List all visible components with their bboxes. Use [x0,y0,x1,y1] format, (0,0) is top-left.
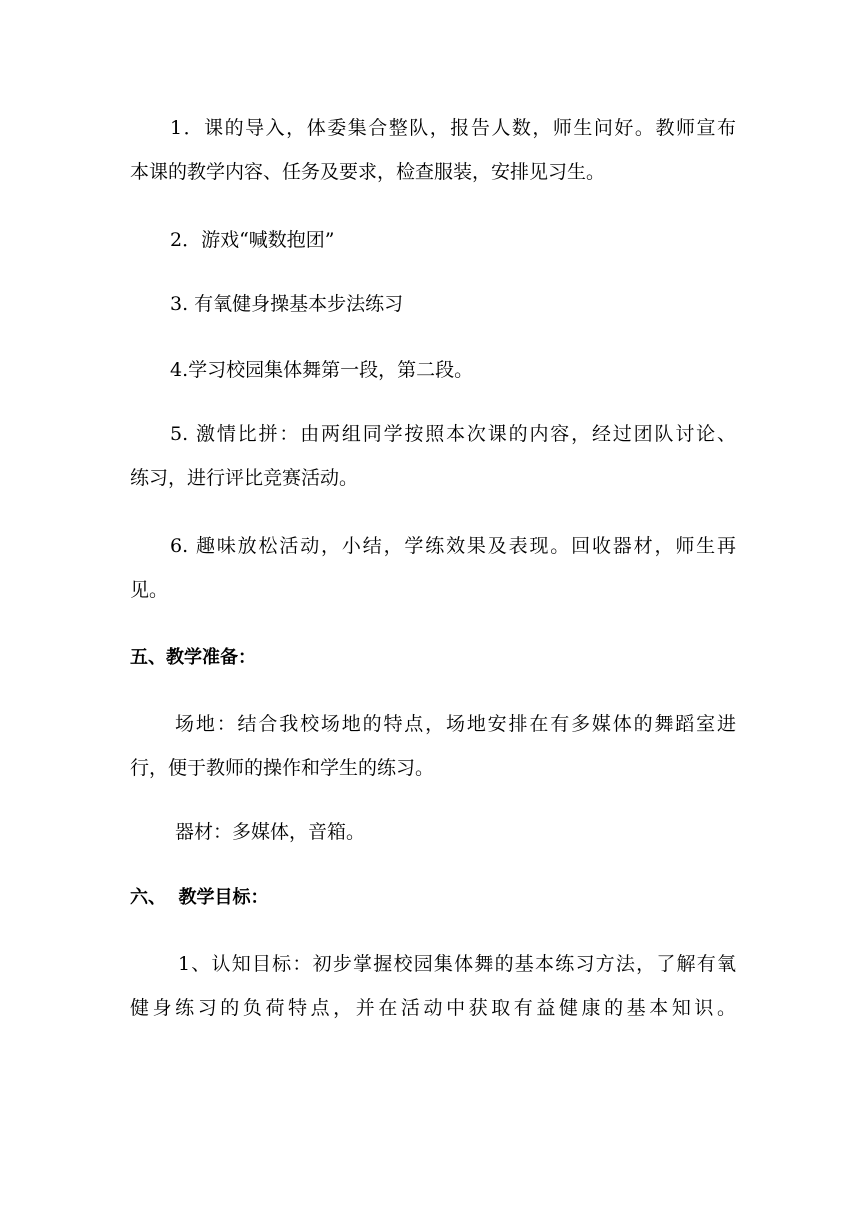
item-1-line-1: 1．课的导入，体委集合整队，报告人数，师生问好。教师宣布 [170,117,736,139]
equipment-line: 器材：多媒体，音箱。 [175,821,366,843]
section-6-heading: 六、 教学目标： [130,887,269,908]
item-6-line-2: 见。 [130,579,169,601]
goal-1-line-2: 健身练习的负荷特点，并在活动中获取有益健康的基本知识。 [130,997,736,1019]
item-5-line-2: 练习，进行评比竞赛活动。 [130,467,359,489]
item-5-line-1: 5. 激情比拼：由两组同学按照本次课的内容，经过团队讨论、 [170,423,736,445]
item-3: 3. 有氧健身操基本步法练习 [170,293,404,315]
item-2: 2．游戏“喊数抱团” [170,229,335,251]
item-6-line-1: 6. 趣味放松活动，小结，学练效果及表现。回收器材，师生再 [170,535,736,557]
venue-line-2: 行，便于教师的操作和学生的练习。 [130,757,435,779]
venue-line-1: 场地：结合我校场地的特点，场地安排在有多媒体的舞蹈室进 [175,713,736,735]
item-4: 4.学习校园集体舞第一段，第二段。 [170,359,474,381]
section-5-heading: 五、教学准备： [130,647,256,668]
item-1-line-2: 本课的教学内容、任务及要求，检查服装，安排见习生。 [130,161,606,183]
goal-1-line-1: 1、认知目标：初步掌握校园集体舞的基本练习方法，了解有氧 [178,953,736,975]
